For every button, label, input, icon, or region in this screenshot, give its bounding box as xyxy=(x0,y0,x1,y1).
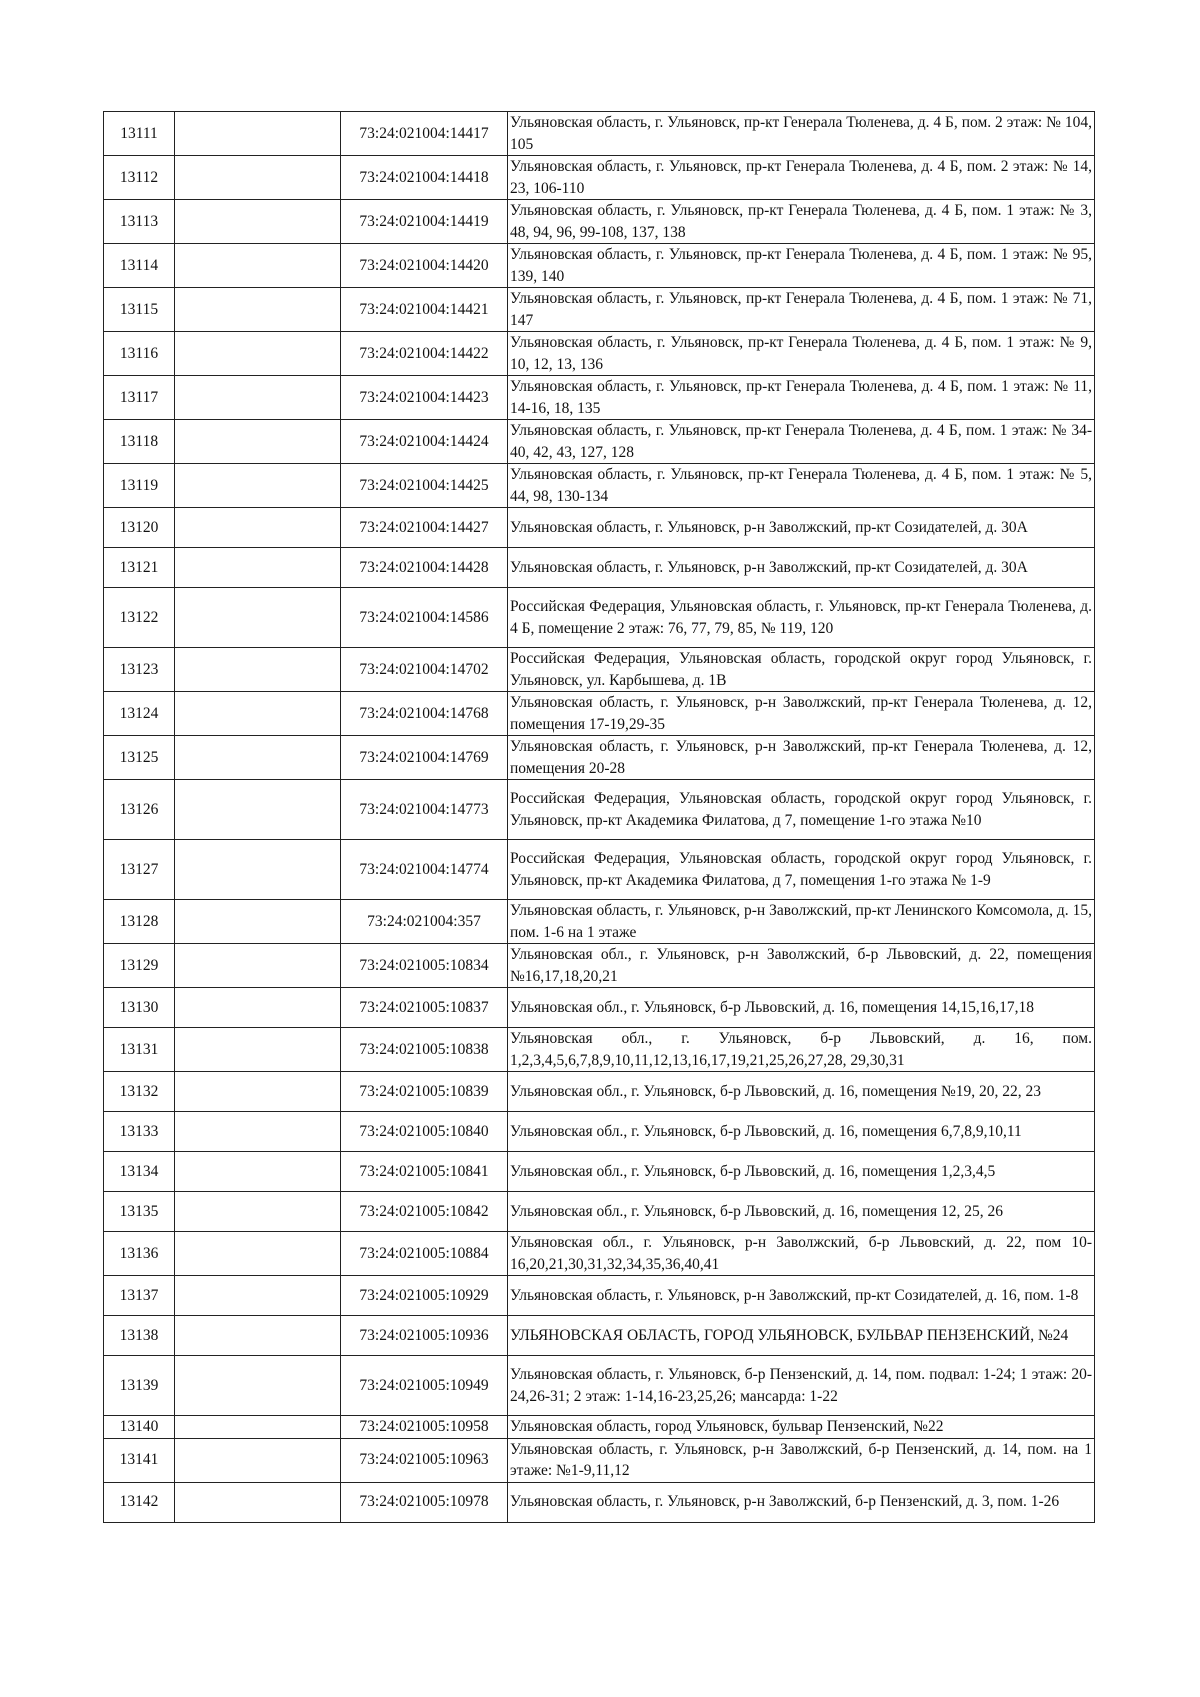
row-number: 13126 xyxy=(104,780,175,840)
row-number: 13120 xyxy=(104,508,175,548)
row-empty-cell xyxy=(175,780,341,840)
address-text: Ульяновская область, г. Ульяновск, б-р Пензенский, д. 14, пом. подвал: 1-24; 1 этаж: 20-24,26-31; 2 этаж: 1-14,16-23,25,26; мансарда: 1-22 xyxy=(508,1356,1095,1416)
row-number: 13125 xyxy=(104,736,175,780)
table-row xyxy=(104,1232,1095,1276)
table-row xyxy=(104,1072,1095,1112)
row-number: 13131 xyxy=(104,1028,175,1072)
table-row xyxy=(104,1356,1095,1416)
cadastral-number: 73:24:021004:14427 xyxy=(341,508,508,548)
row-number: 13134 xyxy=(104,1152,175,1192)
address-text: Ульяновская область, г. Ульяновск, пр-кт Генерала Тюленева, д. 4 Б, пом. 2 этаж: № 104, 105 xyxy=(508,112,1095,156)
address-text: Ульяновская область, г. Ульяновск, пр-кт Генерала Тюленева, д. 4 Б, пом. 1 этаж: № 5, 44, 98, 130-134 xyxy=(508,464,1095,508)
cadastral-number: 73:24:021005:10840 xyxy=(341,1112,508,1152)
row-number: 13132 xyxy=(104,1072,175,1112)
cadastral-number: 73:24:021005:10839 xyxy=(341,1072,508,1112)
address-text: Ульяновская область, г. Ульяновск, р-н Заволжский, пр-кт Генерала Тюленева, д. 12, помещения 20-28 xyxy=(508,736,1095,780)
address-text: Российская Федерация, Ульяновская область, г. Ульяновск, пр-кт Генерала Тюленева, д. 4 Б, помещение 2 этаж: 76, 77, 79, 85, № 119, 120 xyxy=(508,588,1095,648)
row-empty-cell xyxy=(175,244,341,288)
table-row xyxy=(104,736,1095,780)
row-empty-cell xyxy=(175,1438,341,1482)
cadastral-number: 73:24:021005:10841 xyxy=(341,1152,508,1192)
row-empty-cell xyxy=(175,332,341,376)
table-row xyxy=(104,1316,1095,1356)
row-empty-cell xyxy=(175,1192,341,1232)
cadastral-number: 73:24:021005:10884 xyxy=(341,1232,508,1276)
row-number: 13128 xyxy=(104,900,175,944)
table-row xyxy=(104,780,1095,840)
row-number: 13124 xyxy=(104,692,175,736)
row-number: 13141 xyxy=(104,1438,175,1482)
row-number: 13115 xyxy=(104,288,175,332)
cadastral-number: 73:24:021004:14420 xyxy=(341,244,508,288)
table-row xyxy=(104,1152,1095,1192)
table-row xyxy=(104,420,1095,464)
row-empty-cell xyxy=(175,200,341,244)
row-empty-cell xyxy=(175,464,341,508)
cadastral-number: 73:24:021004:14702 xyxy=(341,648,508,692)
row-number: 13111 xyxy=(104,112,175,156)
table-row xyxy=(104,244,1095,288)
cadastral-number: 73:24:021004:14417 xyxy=(341,112,508,156)
table-row xyxy=(104,548,1095,588)
address-text: Ульяновская область, г. Ульяновск, р-н Заволжский, пр-кт Созидателей, д. 30А xyxy=(508,508,1095,548)
row-empty-cell xyxy=(175,588,341,648)
row-empty-cell xyxy=(175,1152,341,1192)
table-row xyxy=(104,588,1095,648)
table-row xyxy=(104,900,1095,944)
row-number: 13129 xyxy=(104,944,175,988)
row-empty-cell xyxy=(175,900,341,944)
row-number: 13139 xyxy=(104,1356,175,1416)
table-row xyxy=(104,1112,1095,1152)
row-number: 13121 xyxy=(104,548,175,588)
address-text: Ульяновская обл., г. Ульяновск, р-н Заволжский, б-р Львовский, д. 22, помещения №16,17,18,20,21 xyxy=(508,944,1095,988)
address-text: УЛЬЯНОВСКАЯ ОБЛАСТЬ, ГОРОД УЛЬЯНОВСК, БУЛЬВАР ПЕНЗЕНСКИЙ, №24 xyxy=(508,1316,1095,1356)
row-number: 13137 xyxy=(104,1276,175,1316)
row-number: 13140 xyxy=(104,1416,175,1439)
row-number: 13122 xyxy=(104,588,175,648)
table-row xyxy=(104,288,1095,332)
address-text: Ульяновская область, город Ульяновск, бульвар Пензенский, №22 xyxy=(508,1416,1095,1439)
cadastral-number: 73:24:021004:14774 xyxy=(341,840,508,900)
cadastral-number: 73:24:021005:10837 xyxy=(341,988,508,1028)
address-text: Ульяновская обл., г. Ульяновск, б-р Львовский, д. 16, пом. 1,2,3,4,5,6,7,8,9,10,11,12,13,16,17,19,21,25,26,27,28, 29,30,31 xyxy=(508,1028,1095,1072)
cadastral-number: 73:24:021004:14418 xyxy=(341,156,508,200)
row-number: 13136 xyxy=(104,1232,175,1276)
row-number: 13119 xyxy=(104,464,175,508)
row-empty-cell xyxy=(175,548,341,588)
row-empty-cell xyxy=(175,1416,341,1439)
row-empty-cell xyxy=(175,944,341,988)
row-number: 13113 xyxy=(104,200,175,244)
table-body xyxy=(104,112,1095,1523)
table-row xyxy=(104,156,1095,200)
table-row xyxy=(104,1482,1095,1522)
address-text: Ульяновская область, г. Ульяновск, р-н Заволжский, пр-кт Ленинского Комсомола, д. 15, пом. 1-6 на 1 этаже xyxy=(508,900,1095,944)
row-empty-cell xyxy=(175,648,341,692)
row-empty-cell xyxy=(175,420,341,464)
cadastral-number: 73:24:021004:14768 xyxy=(341,692,508,736)
table-row xyxy=(104,1192,1095,1232)
table-row xyxy=(104,332,1095,376)
cadastral-number: 73:24:021004:14773 xyxy=(341,780,508,840)
table-row xyxy=(104,1276,1095,1316)
row-empty-cell xyxy=(175,840,341,900)
table-row xyxy=(104,200,1095,244)
address-text: Ульяновская область, г. Ульяновск, пр-кт Генерала Тюленева, д. 4 Б, пом. 1 этаж: № 9, 10, 12, 13, 136 xyxy=(508,332,1095,376)
address-text: Российская Федерация, Ульяновская область, городской округ город Ульяновск, г. Ульяновск, пр-кт Академика Филатова, д 7, помещения 1-го этажа № 1-9 xyxy=(508,840,1095,900)
table-row xyxy=(104,376,1095,420)
row-empty-cell xyxy=(175,508,341,548)
cadastral-number: 73:24:021005:10842 xyxy=(341,1192,508,1232)
address-text: Ульяновская область, г. Ульяновск, пр-кт Генерала Тюленева, д. 4 Б, пом. 1 этаж: № 95, 139, 140 xyxy=(508,244,1095,288)
address-text: Ульяновская область, г. Ульяновск, р-н Заволжский, б-р Пензенский, д. 14, пом. на 1 этаже: №1-9,11,12 xyxy=(508,1438,1095,1482)
address-text: Ульяновская область, г. Ульяновск, р-н Заволжский, пр-кт Созидателей, д. 30А xyxy=(508,548,1095,588)
address-text: Ульяновская обл., г. Ульяновск, р-н Заволжский, б-р Львовский, д. 22, пом 10-16,20,21,30,31,32,34,35,36,40,41 xyxy=(508,1232,1095,1276)
row-empty-cell xyxy=(175,1028,341,1072)
row-empty-cell xyxy=(175,988,341,1028)
row-empty-cell xyxy=(175,692,341,736)
table-row xyxy=(104,944,1095,988)
row-empty-cell xyxy=(175,1316,341,1356)
cadastral-number: 73:24:021004:14425 xyxy=(341,464,508,508)
address-text: Ульяновская область, г. Ульяновск, р-н Заволжский, пр-кт Генерала Тюленева, д. 12, помещения 17-19,29-35 xyxy=(508,692,1095,736)
address-text: Ульяновская область, г. Ульяновск, пр-кт Генерала Тюленева, д. 4 Б, пом. 1 этаж: № 3, 48, 94, 96, 99-108, 137, 138 xyxy=(508,200,1095,244)
cadastral-number: 73:24:021004:14419 xyxy=(341,200,508,244)
row-empty-cell xyxy=(175,1356,341,1416)
row-empty-cell xyxy=(175,376,341,420)
cadastral-number: 73:24:021005:10929 xyxy=(341,1276,508,1316)
row-number: 13133 xyxy=(104,1112,175,1152)
cadastral-number: 73:24:021004:14424 xyxy=(341,420,508,464)
address-text: Ульяновская обл., г. Ульяновск, б-р Львовский, д. 16, помещения №19, 20, 22, 23 xyxy=(508,1072,1095,1112)
address-text: Ульяновская обл., г. Ульяновск, б-р Львовский, д. 16, помещения 6,7,8,9,10,11 xyxy=(508,1112,1095,1152)
row-number: 13112 xyxy=(104,156,175,200)
table-row xyxy=(104,1416,1095,1439)
row-number: 13130 xyxy=(104,988,175,1028)
address-text: Ульяновская область, г. Ульяновск, р-н Заволжский, б-р Пензенский, д. 3, пом. 1-26 xyxy=(508,1482,1095,1522)
cadastral-number: 73:24:021005:10936 xyxy=(341,1316,508,1356)
cadastral-number: 73:24:021004:14428 xyxy=(341,548,508,588)
row-empty-cell xyxy=(175,112,341,156)
cadastral-number: 73:24:021004:14422 xyxy=(341,332,508,376)
address-text: Ульяновская обл., г. Ульяновск, б-р Львовский, д. 16, помещения 14,15,16,17,18 xyxy=(508,988,1095,1028)
row-empty-cell xyxy=(175,156,341,200)
row-number: 13123 xyxy=(104,648,175,692)
row-empty-cell xyxy=(175,288,341,332)
row-number: 13116 xyxy=(104,332,175,376)
row-empty-cell xyxy=(175,1276,341,1316)
cadastral-number: 73:24:021005:10963 xyxy=(341,1438,508,1482)
cadastral-number: 73:24:021004:14421 xyxy=(341,288,508,332)
row-number: 13135 xyxy=(104,1192,175,1232)
table-row xyxy=(104,1438,1095,1482)
table-row xyxy=(104,840,1095,900)
address-text: Ульяновская область, г. Ульяновск, пр-кт Генерала Тюленева, д. 4 Б, пом. 1 этаж: № 34-40, 42, 43, 127, 128 xyxy=(508,420,1095,464)
cadastral-number: 73:24:021004:357 xyxy=(341,900,508,944)
row-empty-cell xyxy=(175,1072,341,1112)
row-number: 13117 xyxy=(104,376,175,420)
address-text: Российская Федерация, Ульяновская область, городской округ город Ульяновск, г. Ульяновск, пр-кт Академика Филатова, д 7, помещение 1-го этажа №10 xyxy=(508,780,1095,840)
table-row xyxy=(104,692,1095,736)
row-number: 13127 xyxy=(104,840,175,900)
address-text: Ульяновская область, г. Ульяновск, р-н Заволжский, пр-кт Созидателей, д. 16, пом. 1-8 xyxy=(508,1276,1095,1316)
row-empty-cell xyxy=(175,1112,341,1152)
cadastral-number: 73:24:021005:10949 xyxy=(341,1356,508,1416)
table-row xyxy=(104,1028,1095,1072)
address-text: Российская Федерация, Ульяновская область, городской округ город Ульяновск, г. Ульяновск, ул. Карбышева, д. 1В xyxy=(508,648,1095,692)
row-number: 13114 xyxy=(104,244,175,288)
table-row xyxy=(104,112,1095,156)
row-number: 13118 xyxy=(104,420,175,464)
row-empty-cell xyxy=(175,736,341,780)
table-row xyxy=(104,464,1095,508)
cadastral-number: 73:24:021005:10834 xyxy=(341,944,508,988)
row-empty-cell xyxy=(175,1482,341,1522)
row-number: 13138 xyxy=(104,1316,175,1356)
cadastral-number: 73:24:021004:14423 xyxy=(341,376,508,420)
property-registry-table xyxy=(103,111,1095,1523)
table-row xyxy=(104,648,1095,692)
address-text: Ульяновская область, г. Ульяновск, пр-кт Генерала Тюленева, д. 4 Б, пом. 2 этаж: № 14, 23, 106-110 xyxy=(508,156,1095,200)
address-text: Ульяновская обл., г. Ульяновск, б-р Львовский, д. 16, помещения 12, 25, 26 xyxy=(508,1192,1095,1232)
cadastral-number: 73:24:021004:14586 xyxy=(341,588,508,648)
address-text: Ульяновская обл., г. Ульяновск, б-р Львовский, д. 16, помещения 1,2,3,4,5 xyxy=(508,1152,1095,1192)
cadastral-number: 73:24:021004:14769 xyxy=(341,736,508,780)
address-text: Ульяновская область, г. Ульяновск, пр-кт Генерала Тюленева, д. 4 Б, пом. 1 этаж: № 11, 14-16, 18, 135 xyxy=(508,376,1095,420)
row-number: 13142 xyxy=(104,1482,175,1522)
cadastral-number: 73:24:021005:10838 xyxy=(341,1028,508,1072)
address-text: Ульяновская область, г. Ульяновск, пр-кт Генерала Тюленева, д. 4 Б, пом. 1 этаж: № 71, 147 xyxy=(508,288,1095,332)
table-row xyxy=(104,988,1095,1028)
table-row xyxy=(104,508,1095,548)
cadastral-number: 73:24:021005:10978 xyxy=(341,1482,508,1522)
row-empty-cell xyxy=(175,1232,341,1276)
cadastral-number: 73:24:021005:10958 xyxy=(341,1416,508,1439)
